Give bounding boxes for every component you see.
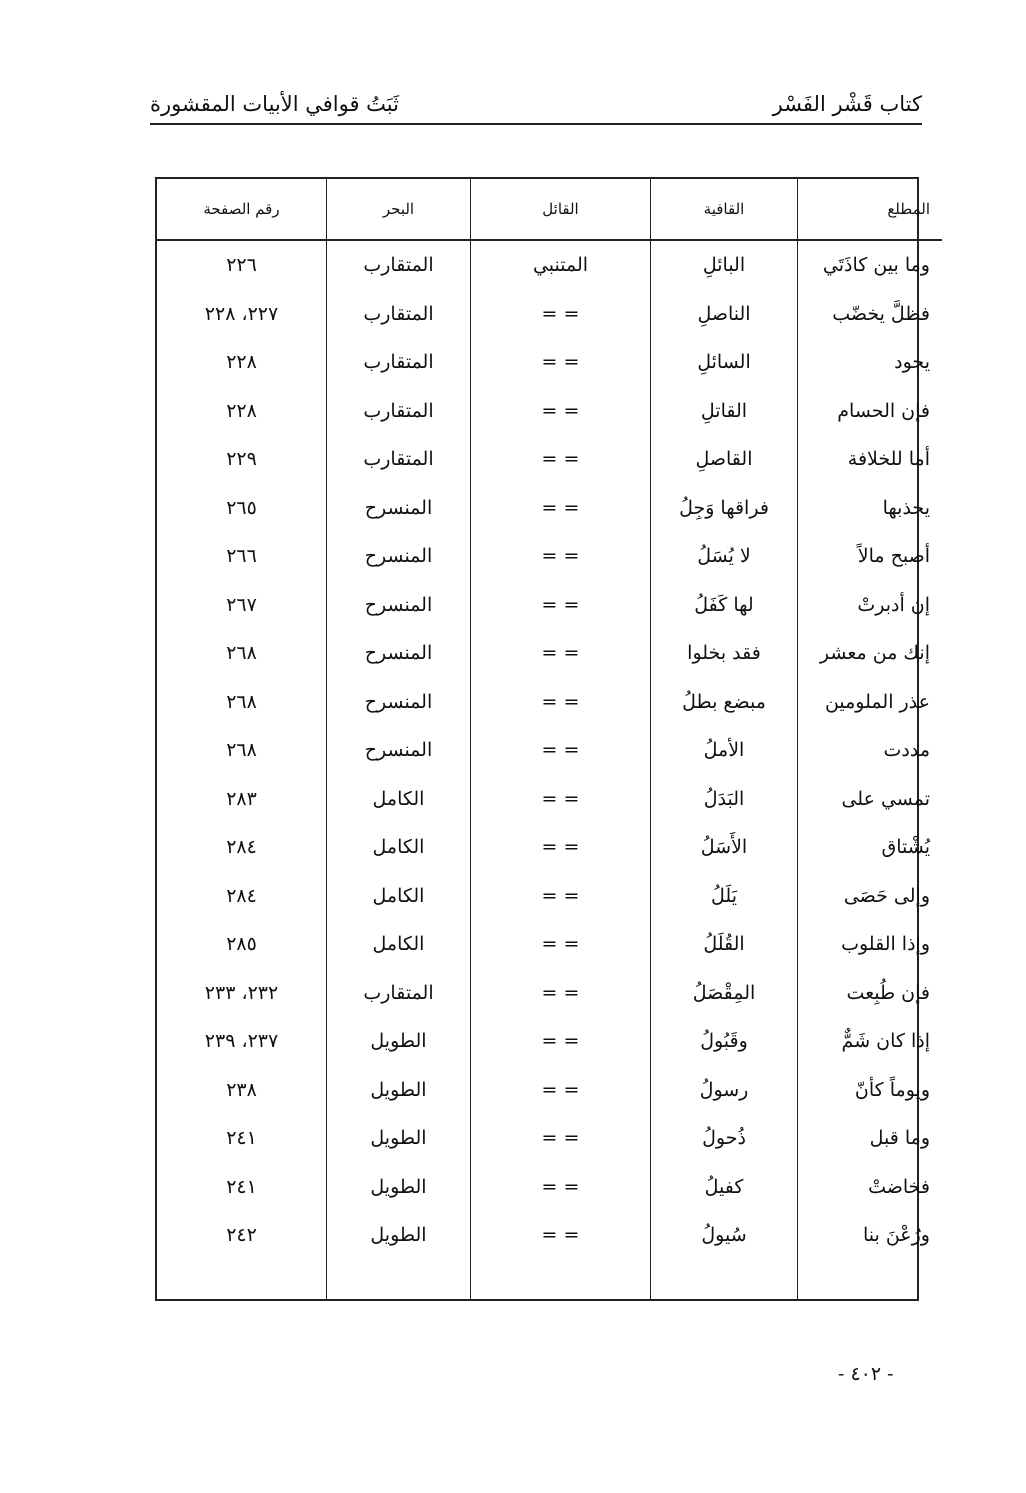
cell-rhyme: المِقْصَلُ <box>651 969 798 1018</box>
cell-opening: أصبح مالاً <box>857 545 930 568</box>
cell-rhyme: لا يُسَلُ <box>651 532 798 581</box>
cell-speaker: = = <box>471 726 651 775</box>
spacer-cell <box>471 1260 651 1300</box>
table-row <box>157 387 942 436</box>
cell-speaker: = = <box>471 1066 651 1115</box>
cell-meter: الكامل <box>327 823 471 872</box>
table-row <box>157 435 942 484</box>
cell-rhyme: القُلَلُ <box>651 920 798 969</box>
table-row <box>157 240 942 290</box>
cell-opening: ورُعْنَ بنا <box>862 1224 930 1247</box>
cell-rhyme: الأملُ <box>651 726 798 775</box>
table-row <box>157 969 942 1018</box>
cell-speaker: = = <box>471 338 651 387</box>
spacer-cell <box>327 1260 471 1300</box>
cell-speaker: = = <box>471 532 651 581</box>
cell-speaker: = = <box>471 1163 651 1212</box>
cell-speaker: = = <box>471 1114 651 1163</box>
cell-rhyme: لها كَفَلُ <box>651 581 798 630</box>
table-row <box>157 1163 942 1212</box>
cell-speaker: = = <box>471 629 651 678</box>
table-row <box>157 1114 942 1163</box>
cell-speaker: = = <box>471 969 651 1018</box>
book-title: كتاب قَشْر الفَسْر <box>772 92 922 116</box>
table-row <box>157 872 942 921</box>
column-header-meter: البحر <box>327 179 471 240</box>
cell-speaker: = = <box>471 1017 651 1066</box>
page-number: - ٤٠٢ - <box>838 1363 894 1385</box>
cell-meter: الكامل <box>327 920 471 969</box>
cell-rhyme: سُيولُ <box>651 1211 798 1260</box>
cell-meter: المتقارب <box>327 338 471 387</box>
table-row <box>157 823 942 872</box>
header-rule <box>150 123 922 125</box>
table-row <box>157 629 942 678</box>
cell-rhyme: وقَبُولُ <box>651 1017 798 1066</box>
cell-speaker: = = <box>471 1211 651 1260</box>
column-header-opening: المطلع <box>798 179 943 240</box>
cell-opening: يجذبها <box>882 496 930 519</box>
cell-meter: الكامل <box>327 872 471 921</box>
cell-speaker: = = <box>471 581 651 630</box>
cell-meter: المتقارب <box>327 387 471 436</box>
cell-opening: عذر الملومين <box>824 690 930 713</box>
cell-page: ٢٢٧، ٢٢٨ <box>157 290 327 339</box>
cell-meter: المنسرح <box>327 678 471 727</box>
cell-rhyme: الأَسَلُ <box>651 823 798 872</box>
cell-page: ٢٢٨ <box>157 387 327 436</box>
cell-meter: المتقارب <box>327 435 471 484</box>
cell-speaker: المتنبي <box>471 240 651 290</box>
spacer-cell <box>157 1260 327 1300</box>
table-row <box>157 920 942 969</box>
cell-speaker: = = <box>471 290 651 339</box>
cell-meter: الكامل <box>327 775 471 824</box>
cell-page: ٢٣٨ <box>157 1066 327 1115</box>
cell-page: ٢٢٩ <box>157 435 327 484</box>
cell-speaker: = = <box>471 920 651 969</box>
cell-opening: إن أدبرتْ <box>857 593 930 616</box>
cell-meter: المتقارب <box>327 290 471 339</box>
cell-speaker: = = <box>471 775 651 824</box>
cell-rhyme: فراقها وَجِلُ <box>651 484 798 533</box>
table-spacer-row <box>157 1260 942 1300</box>
cell-meter: المنسرح <box>327 532 471 581</box>
section-title: ثَبَتُ قوافي الأبيات المقشورة <box>150 92 399 116</box>
cell-rhyme: البائلِ <box>651 240 798 290</box>
cell-page: ٢٨٤ <box>157 823 327 872</box>
cell-page: ٢٦٨ <box>157 678 327 727</box>
cell-rhyme: القاتلِ <box>651 387 798 436</box>
cell-rhyme: السائلِ <box>651 338 798 387</box>
cell-page: ٢٣٧، ٢٣٩ <box>157 1017 327 1066</box>
cell-page: ٢٣٢، ٢٣٣ <box>157 969 327 1018</box>
cell-rhyme: البَدَلُ <box>651 775 798 824</box>
table-row <box>157 1066 942 1115</box>
cell-meter: المنسرح <box>327 629 471 678</box>
cell-page: ٢٤٢ <box>157 1211 327 1260</box>
cell-opening: إنك من معشر <box>819 642 930 665</box>
cell-opening: مددت <box>883 739 930 762</box>
cell-speaker: = = <box>471 678 651 727</box>
cell-page: ٢٤١ <box>157 1114 327 1163</box>
cell-page: ٢٢٨ <box>157 338 327 387</box>
cell-speaker: = = <box>471 823 651 872</box>
column-header-page: رقم الصفحة <box>157 179 327 240</box>
cell-rhyme: القاصلِ <box>651 435 798 484</box>
cell-opening: أما للخلافة <box>847 448 930 471</box>
cell-rhyme: كفيلُ <box>651 1163 798 1212</box>
cell-rhyme: رسولُ <box>651 1066 798 1115</box>
cell-rhyme: فقد بخلوا <box>651 629 798 678</box>
table-row <box>157 581 942 630</box>
cell-speaker: = = <box>471 484 651 533</box>
cell-opening: وما قبل <box>869 1127 930 1150</box>
cell-opening: وإذا القلوب <box>841 933 930 956</box>
cell-page: ٢٤١ <box>157 1163 327 1212</box>
cell-page: ٢٦٨ <box>157 726 327 775</box>
cell-page: ٢٦٦ <box>157 532 327 581</box>
cell-opening: فإن طُبِعت <box>846 981 930 1004</box>
cell-meter: الطويل <box>327 1163 471 1212</box>
table-row <box>157 1017 942 1066</box>
rhyme-index-table <box>157 179 942 1299</box>
cell-meter: الطويل <box>327 1211 471 1260</box>
table-row <box>157 338 942 387</box>
cell-opening: فإن الحسام <box>837 399 930 422</box>
cell-meter: المتقارب <box>327 240 471 290</box>
cell-meter: المنسرح <box>327 484 471 533</box>
cell-speaker: = = <box>471 387 651 436</box>
column-header-rhyme: القافية <box>651 179 798 240</box>
cell-opening: يُشْتاق <box>881 836 930 859</box>
cell-opening: فظلَّ يخضّب <box>832 302 930 325</box>
table-body <box>157 240 942 1299</box>
cell-opening: إذا كان شَمٌّ <box>841 1030 930 1053</box>
cell-rhyme: الناصلِ <box>651 290 798 339</box>
cell-page: ٢٨٤ <box>157 872 327 921</box>
cell-meter: المنسرح <box>327 726 471 775</box>
cell-rhyme: يَلَلُ <box>651 872 798 921</box>
cell-page: ٢٦٥ <box>157 484 327 533</box>
table-header-row <box>157 179 942 240</box>
table-row <box>157 290 942 339</box>
cell-page: ٢٢٦ <box>157 240 327 290</box>
cell-meter: المنسرح <box>327 581 471 630</box>
table-row <box>157 484 942 533</box>
cell-page: ٢٨٥ <box>157 920 327 969</box>
cell-speaker: = = <box>471 435 651 484</box>
cell-meter: المتقارب <box>327 969 471 1018</box>
cell-opening: تمسي على <box>841 787 930 810</box>
cell-meter: الطويل <box>327 1066 471 1115</box>
cell-opening: وما بين كاذَتَي <box>822 254 930 277</box>
table-row <box>157 775 942 824</box>
cell-opening: فخاضتْ <box>868 1175 930 1198</box>
cell-speaker: = = <box>471 872 651 921</box>
cell-opening: وإلى حَصَى <box>843 884 930 907</box>
spacer-cell <box>798 1260 943 1300</box>
cell-rhyme: مبضع بطلُ <box>651 678 798 727</box>
running-header <box>150 84 922 124</box>
cell-meter: الطويل <box>327 1017 471 1066</box>
column-header-speaker: القائل <box>471 179 651 240</box>
spacer-cell <box>651 1260 798 1300</box>
cell-page: ٢٦٧ <box>157 581 327 630</box>
rhyme-index-table-frame <box>155 177 930 1301</box>
cell-meter: الطويل <box>327 1114 471 1163</box>
table-row <box>157 532 942 581</box>
cell-opening: يجود <box>894 351 930 374</box>
table-row <box>157 726 942 775</box>
cell-page: ٢٦٨ <box>157 629 327 678</box>
cell-page: ٢٨٣ <box>157 775 327 824</box>
cell-rhyme: ذُحولُ <box>651 1114 798 1163</box>
cell-opening: ويوماً كأنّ <box>854 1078 930 1101</box>
table-row <box>157 678 942 727</box>
table-row <box>157 1211 942 1260</box>
